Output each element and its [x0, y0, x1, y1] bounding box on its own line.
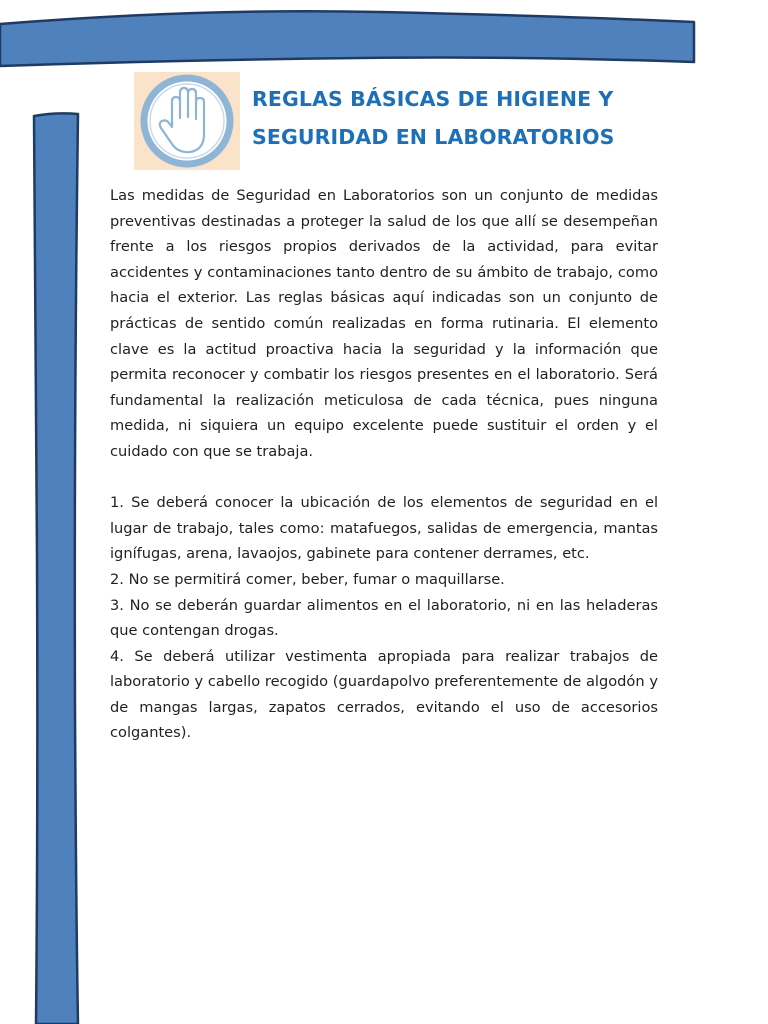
rule-item-3: 3. No se deberán guardar alimentos en el laboratorio, ni en las heladeras que contengan drogas. [110, 596, 658, 640]
title-line-1: REGLAS BÁSICAS DE HIGIENE Y [252, 87, 614, 111]
document-body [110, 183, 658, 746]
side-bar-decoration [28, 108, 88, 1024]
intro-paragraph: Las medidas de Seguridad en Laboratorios son un conjunto de medidas preventivas destinadas a proteger la salud de los que allí se desempeñan frente a los riesgos propios derivados de la actividad, para evitar accidentes y contaminaciones tanto dentro de su ámbito de trabajo, como hacia el exterior. Las reglas básicas aquí indicadas son un conjunto de prácticas de sentido común realizadas en forma rutinaria. El elemento clave es la actitud proactiva hacia la seguridad y la información que permita reconocer y combatir los riesgos presentes en el laboratorio. Será fundamental la realización meticulosa de cada técnica, pues ninguna medida, ni siquiera un equipo excelente puede sustituir el orden y el cuidado con que se trabaja. [110, 187, 658, 460]
rule-item-4: 4. Se deberá utilizar vestimenta apropiada para realizar trabajos de laboratorio y cabello recogido (guardapolvo preferentemente de algodón y de mangas largas, zapatos cerrados, evitando el uso de accesorios colgantes). [110, 647, 658, 742]
page-title [252, 80, 702, 156]
stop-hand-logo [134, 72, 240, 170]
rule-item-1: 1. Se deberá conocer la ubicación de los elementos de seguridad en el lugar de trabajo, tales como: matafuegos, salidas de emergencia, mantas ignífugas, arena, lavaojos, gabinete para contener derrames, etc. [110, 494, 658, 563]
top-banner-decoration [0, 0, 768, 72]
rule-item-2: 2. No se permitirá comer, beber, fumar o maquillarse. [110, 570, 505, 588]
title-line-2: SEGURIDAD EN LABORATORIOS [252, 125, 615, 149]
stop-hand-icon [134, 72, 240, 170]
